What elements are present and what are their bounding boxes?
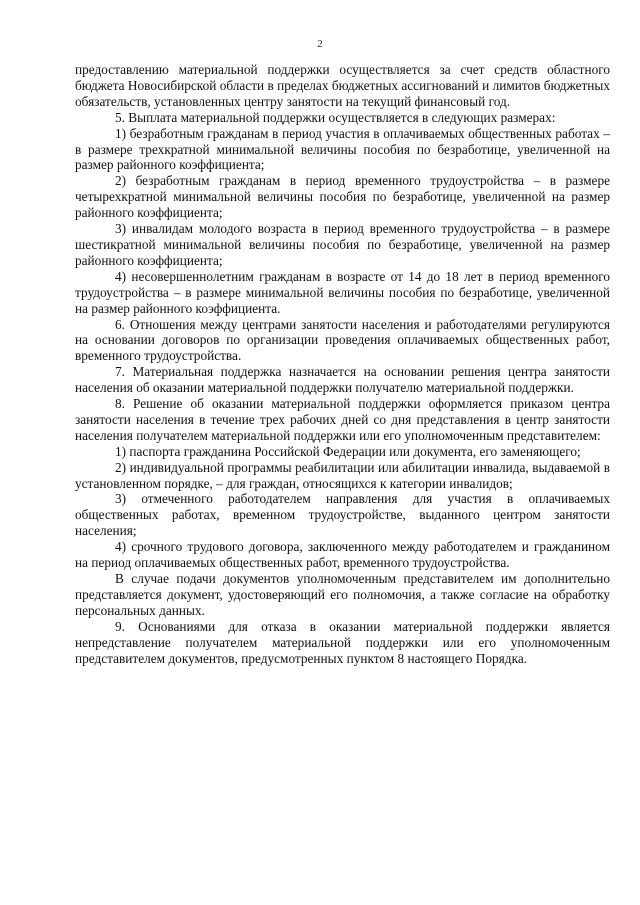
paragraph-item-5-3: 3) инвалидам молодого возраста в период временного трудоустройства – в размере шестикратной минимальной величины пособия по безработице, увеличенной на размер районного коэффициента; [75, 221, 610, 268]
paragraph-continuation: предоставлению материальной поддержки осуществляется за счет средств областного бюджета Новосибирской области в пределах бюджетных ассигнований и лимитов бюджетных обязательств, установленных центру занятости на текущий финансовый год. [75, 62, 610, 109]
paragraph-item-5: 5. Выплата материальной поддержки осуществляется в следующих размерах: [115, 109, 556, 125]
paragraph-representative-note: В случае подачи документов уполномоченным представителем им дополнительно представляется документ, удостоверяющий его полномочия, а также согласие на обработку персональных данных. [75, 571, 610, 618]
paragraph-item-6: 6. Отношения между центрами занятости населения и работодателями регулируются на основании договоров по организации проведения оплачиваемых общественных работ, временного трудоустройства. [75, 316, 610, 364]
paragraph-item-7: 7. Материальная поддержка назначается на основании решения центра занятости населения об оказании материальной поддержки получателю материальной поддержки. [75, 364, 610, 396]
paragraph-item-9: 9. Основаниями для отказа в оказании материальной поддержки является непредставление получателем материальной поддержки или его уполномоченным представителем документов, предусмотренных пунктом 8 настоящего Порядка. [75, 618, 610, 666]
document-body [75, 62, 610, 666]
paragraph-item-8-2: 2) индивидуальной программы реабилитации или абилитации инвалида, выдаваемой в установленном порядке, – для граждан, относящихся к категории инвалидов; [75, 459, 610, 491]
paragraph-item-5-2: 2) безработным гражданам в период временного трудоустройства – в размере четырехкратной минимальной величины пособия по безработице, увеличенной на размер районного коэффициента; [75, 173, 610, 221]
paragraph-item-5-4: 4) несовершеннолетним гражданам в возрасте от 14 до 18 лет в период временного трудоустройства – в размере минимальной величины пособия по безработице, увеличенной на размер районного коэффициента. [75, 268, 610, 316]
page-number: 2 [317, 38, 323, 50]
paragraph-item-8: 8. Решение об оказании материальной поддержки оформляется приказом центра занятости населения в течение трех рабочих дней со дня представления в центр занятости населения получателем материальной поддержки или его уполномоченным представителем: [75, 396, 610, 443]
paragraph-item-8-3: 3) отмеченного работодателем направления для участия в оплачиваемых общественных работах, временном трудоустройстве, выданного центром занятости населения; [75, 491, 610, 539]
paragraph-item-5-1: 1) безработным гражданам в период участия в оплачиваемых общественных работах – в размере трехкратной минимальной величины пособия по безработице, увеличенной на размер районного коэффициента; [75, 125, 610, 173]
paragraph-item-8-1: 1) паспорта гражданина Российской Федерации или документа, его заменяющего; [115, 443, 581, 459]
paragraph-item-8-4: 4) срочного трудового договора, заключенного между работодателем и гражданином на период оплачиваемых общественных работ, временного трудоустройства. [75, 539, 610, 571]
